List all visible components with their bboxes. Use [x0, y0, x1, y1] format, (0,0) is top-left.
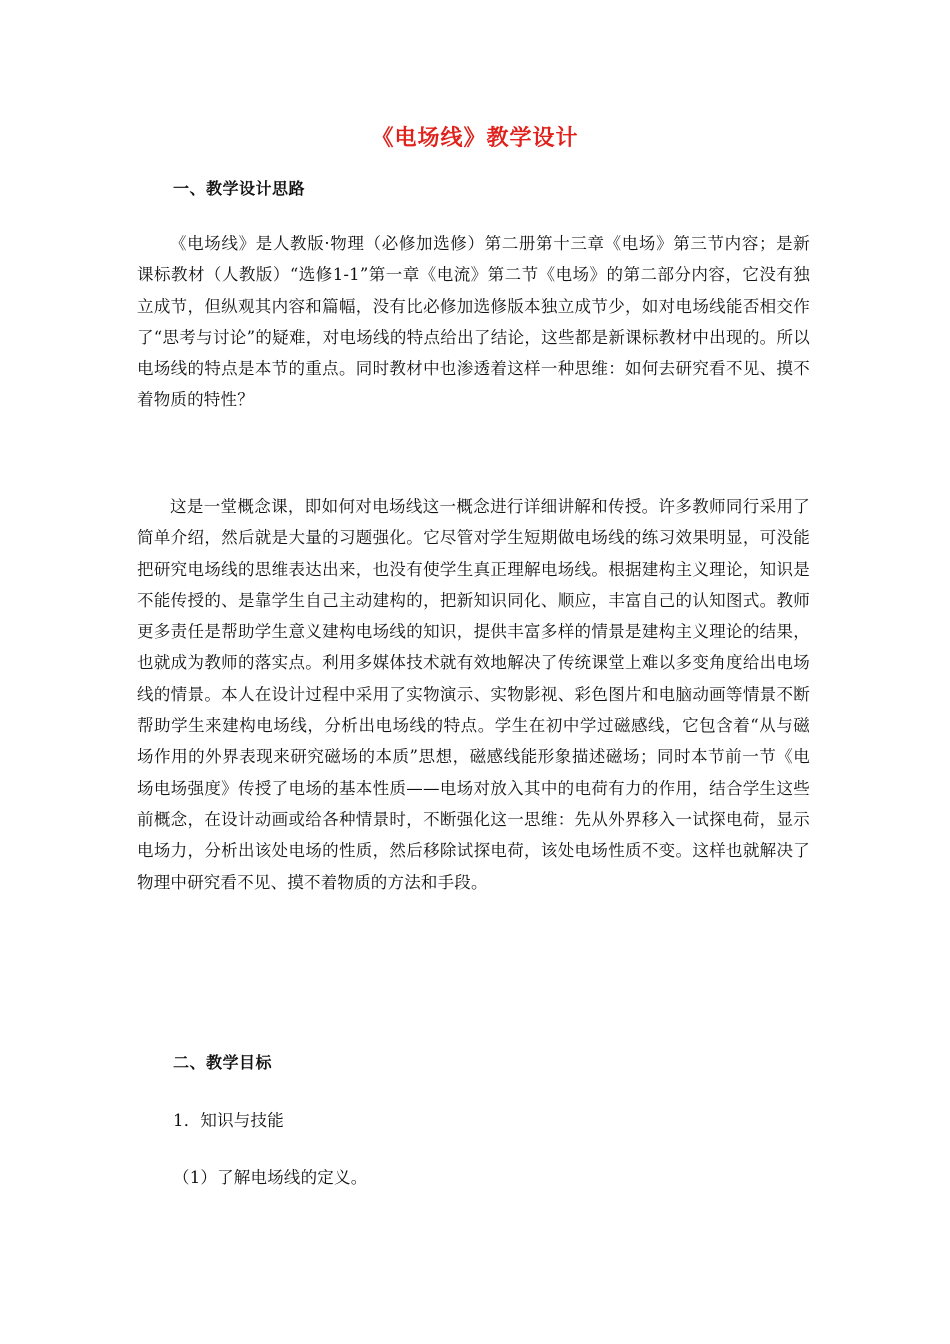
paragraph-concept-lesson: 这是一堂概念课，即如何对电场线这一概念进行详细讲解和传授。许多教师同行采用了简单介绍，然后就是大量的习题强化。它尽管对学生短期做电场线的练习效果明显，可没能把研究电场线的思维表达出来，也没有使学生真正理解电场线。根据建构主义理论，知识是不能传授的、是靠学生自己主动建构的，把新知识同化、顺应，丰富自己的认知图式。教师更多责任是帮助学生意义建构电场线的知识，提供丰富多样的情景是建构主义理论的结果，也就成为教师的落实点。利用多媒体技术就有效地解决了传统课堂上难以多变角度给出电场线的情景。本人在设计过程中采用了实物演示、实物影视、彩色图片和电脑动画等情景不断帮助学生来建构电场线，分析出电场线的特点。学生在初中学过磁感线，它包含着“从与磁场作用的外界表现来研究磁场的本质”思想，磁感线能形象描述磁场；同时本节前一节《电场电场强度》传授了电场的基本性质——电场对放入其中的电荷有力的作用，结合学生这些前概念，在设计动画或给各种情景时，不断强化这一思维：先从外界移入一试探电荷，显示电场力，分析出该处电场的性质，然后移除试探电荷，该处电场性质不变。这样也就解决了物理中研究看不见、摸不着物质的方法和手段。 [137, 497, 810, 892]
section-heading-design-idea: 一、教学设计思路 [173, 179, 306, 198]
paragraph-intro: 《电场线》是人教版·物理（必修加选修）第二册第十三章《电场》第三节内容；是新课标教材（人教版）“选修1-1”第一章《电流》第二节《电场》的第二部分内容，它没有独立成节，但纵观其内容和篇幅，没有比必修加选修版本独立成节少，如对电场线能否相交作了“思考与讨论”的疑难，对电场线的特点给出了结论，这些都是新课标教材中出现的。所以电场线的特点是本节的重点。同时教材中也渗透着这样一种思维：如何去研究看不见、摸不着物质的特性？ [137, 234, 810, 410]
objective-item-1: （1）了解电场线的定义。 [173, 1168, 368, 1187]
document-title: 《电场线》教学设计 [371, 125, 579, 151]
section-heading-objectives: 二、教学目标 [173, 1053, 273, 1072]
subheading-knowledge-skills: 1．知识与技能 [173, 1111, 284, 1130]
